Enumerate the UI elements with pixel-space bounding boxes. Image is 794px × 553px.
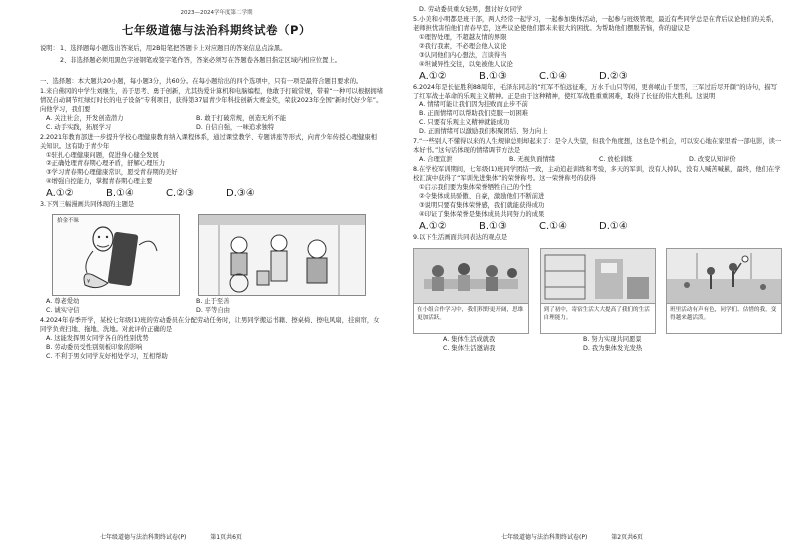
item-1: ①驻扎心理健康问题，促进身心健全发展 — [46, 151, 159, 159]
instructions-label: 说明： — [40, 45, 59, 53]
option-b: B. 劳动委员受性别刻板印象的影响 — [46, 343, 143, 351]
option-d: D. 我为集体发光发热 — [583, 344, 643, 352]
question-stem: 6.2024年是长征胜利88周年，毛泽东同志的“红军不怕远征难，万水千山只等闲，更喜岷山千里雪，三军过后尽开颜”的诗句，描写了红军战士革命的乐观主义精神。正是由于这种精神，使红军战胜重重困难，取得了长征的伟大胜利。这说明 — [413, 83, 778, 100]
option-a: A. 集体生活成就我 — [443, 335, 496, 343]
question-stem: 7.“一些别人不懂得以来的人生规律总则却起来了：是令人失望，但我个角度想，这也是个机会，可以安心地在家里看一部电影，读一本好书。”这句话体现的情绪调节方法是 — [413, 138, 782, 155]
option-c: C. 放松训练 — [599, 156, 633, 164]
option-a: A. 这能发挥男女同学各自的性别优势 — [46, 334, 149, 342]
item-4: ④增强自控能力，掌握青春期心理主要 — [46, 178, 153, 186]
page-title: 七年级道德与法治科期终试卷（P） — [122, 22, 311, 37]
school-year: 2023—2024学年度第二学期 — [180, 10, 253, 16]
answer-d: D.③④ — [226, 188, 255, 200]
answer-d: D.①④ — [599, 220, 628, 232]
answer-a: A.①② — [419, 70, 447, 82]
question-5 — [413, 16, 782, 83]
cartoon-bus-seat — [198, 214, 366, 296]
answer-c: C.①④ — [539, 70, 568, 82]
item-3: ③认同他们内心想法，言谈得当 — [419, 51, 507, 59]
question-7 — [413, 138, 782, 165]
section-title: 一、选择题：本大题共20小题，每小题3分，共60分。在每小题给出的四个选项中，只有一项是最符合题目要求的。 — [40, 78, 363, 85]
photo-caption: 班里活动有声有色，同学们、估惜的我，变得越来越活泼。 — [666, 304, 782, 334]
answer-a: A.①② — [46, 188, 74, 200]
answer-a: A.①② — [419, 220, 447, 232]
option-d: D. 改变认知评价 — [689, 156, 736, 164]
cartoon-caption: 拾金不昧 — [57, 218, 80, 225]
answer-c: C.②③ — [166, 188, 195, 200]
answer-c: C.①④ — [539, 220, 568, 232]
option-c: C. 集体生活邀请我 — [443, 344, 496, 352]
option-c: C. 只要有乐观主义精神就能成功 — [419, 119, 510, 127]
question-stem: 9.以下生活画面共同表达的观点是 — [413, 233, 508, 241]
option-b: B. 无视负面情绪 — [509, 156, 556, 164]
exam-page-2 — [397, 0, 794, 553]
question-stem: 2.2021年教育部进一步提升学校心理健康教育纳入课程体系，通过课堂教学、专题讲座等形式，向青少年传授心理健康相关知识。这有助于青少年 — [40, 133, 377, 150]
item-1: ①启示我们要为集体荣誉牺牲自己的个性 — [419, 183, 532, 191]
cartoon-honesty — [52, 214, 180, 296]
photo-row — [413, 248, 782, 334]
question-8 — [413, 166, 782, 233]
option-d: D. 平等自由 — [196, 307, 231, 315]
item-2: ②我行我素，不必理会他人议论 — [419, 42, 507, 50]
cartoon-strip — [40, 214, 383, 296]
option-b: B. 正面情绪可以帮助我们克服一切困难 — [419, 110, 529, 118]
page-footer: 七年级道德与法治科期终试卷(P) 第1页共6页 — [100, 534, 242, 542]
answer-b: B.①④ — [106, 188, 134, 200]
answer-d: D.②③ — [599, 70, 628, 82]
question-1 — [40, 88, 383, 133]
photo-class-activity — [666, 248, 782, 334]
option-d: D. 自信自强，一味追求独特 — [196, 123, 275, 131]
question-stem: 1.来自佛冈的中学生刘继生，善于思考、勇于创新，尤其热爱计算机和电脑编程，他敢于打破常规，带着“一种可以根据拥堵情况自动调节红绿灯时长的电子设备”专利项目，获得第37届青少年科技创新大赛金奖，荣获2023年全国“新时代好少年”。向他学习，我们要 — [40, 87, 384, 113]
question-stem: 3.下列三幅漫画共同体现的主题是 — [40, 201, 135, 209]
option-a: A. 关注社会，开发创造潜力 — [46, 114, 124, 122]
item-4: ④坦诚异性交往，以免被他人议论 — [419, 60, 513, 68]
option-b: B. 努力实现共同愿景 — [583, 335, 642, 343]
item-2: ②令集体成员骄傲、自豪，激励他们不断前进 — [419, 192, 545, 200]
question-2 — [40, 134, 383, 201]
option-c: C. 不利于男女同学友好相处学习，互相帮助 — [46, 352, 168, 360]
option-a: A. 合理宣泄 — [419, 156, 453, 164]
question-9 — [413, 234, 782, 354]
option-d: D. 正面情绪可以激励我们积聚团结、努力向上 — [419, 128, 548, 136]
question-stem: 4.2024年春季开学，某校七年级(1)班的劳动委员在分配劳动任务时，让男同学搬运书籍、擦桌椅、擦电风扇，挂窗帘，女同学负责扫地、拖地、洗地。对此评价正确的是 — [40, 317, 380, 333]
page-footer: 七年级道德与法治科期终试卷(P) 第2页共6页 — [501, 534, 643, 542]
option-b: B. 敢于打破常规，创造无所不能 — [196, 114, 287, 122]
item-3: ③学习青春期心理健康常识，愿受青春期的美好 — [46, 169, 178, 177]
instructions — [40, 45, 383, 69]
svg-text:¥: ¥ — [87, 279, 91, 286]
option-b: B. 止于至善 — [196, 298, 230, 306]
question-3 — [40, 201, 383, 316]
photo-caption: 到了初中，寄宿生活大大提高了我们的生活自理能力。 — [540, 304, 656, 334]
option-a: A. 尊老爱幼 — [46, 298, 80, 306]
item-1: ①理智处理，不超越友情的界限 — [419, 33, 507, 41]
instruction-2: 2、非选择题必须用黑色字迹钢笔或签字笔作答，答案必须写在答题卷各题目指定区域内相应位置上。 — [60, 57, 342, 65]
instruction-1: 1、选择题每小题选出答案后，用2B铅笔把答题卡上对应题目的答案信息点涂黑。 — [60, 45, 287, 53]
option-c: C. 诚实守信 — [46, 307, 80, 315]
question-stem: 5.小美和小明都是班干部，两人经常一起学习，一起参加集体活动，一起参与班级管理，最近有些同学总是在背后议论他们的关系，老师担忧害怕他们青春早恋，这些议论使他们都未来很大的困扰。为帮助他们摆脱苦恼，你的建议是 — [413, 15, 778, 32]
item-3: ③说明只要有集体荣誉感，我们就能获得成功 — [419, 201, 545, 209]
photo-dormitory — [540, 248, 656, 334]
question-stem: 8.在学校军训期间，七年级(1)班同学团结一致，主动追赶训练和考验，多天的军训，没有人掉队，没有人喊苦喊累，最终，他们在学校汇演中获得了“军训先进集体”的荣誉称号。这一荣誉称号的获得 — [413, 166, 781, 182]
photo-caption: 在小组合作学习中，我们积野更开阔，思维更加活跃。 — [413, 304, 529, 334]
answer-b: B.①③ — [479, 220, 507, 232]
option-c: C. 动手实践，拓展学习 — [46, 123, 112, 131]
q4-option-d: D. 劳动委员重女轻男，想讨好女同学 — [419, 6, 523, 13]
item-4: ④印证了集体荣誉是集体成员共同努力的成果 — [419, 210, 545, 218]
question-4 — [40, 317, 383, 362]
answer-b: B.①③ — [479, 70, 507, 82]
item-2: ②正确处理青春期心理矛盾，舒解心理压力 — [46, 160, 165, 168]
photo-group-study — [413, 248, 529, 334]
question-6 — [413, 84, 782, 138]
option-a: A. 情绪可能让我们因为挂败而止步不前 — [419, 101, 528, 109]
